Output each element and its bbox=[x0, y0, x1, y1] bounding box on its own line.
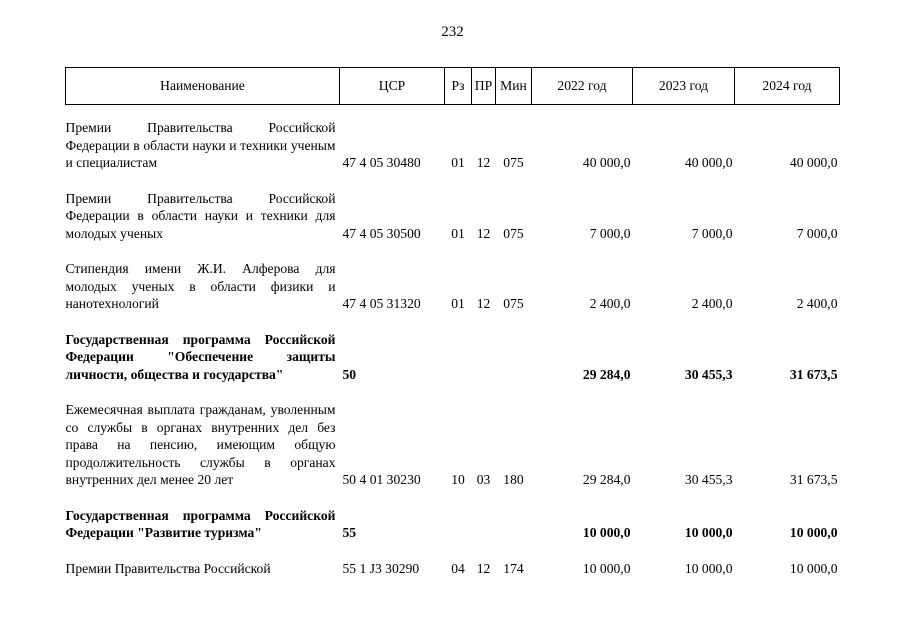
program-value-2024: 31 673,5 bbox=[789, 366, 838, 382]
row-value-2024: 2 400,0 bbox=[796, 296, 838, 311]
row-csr: 47 4 05 30500 bbox=[342, 225, 421, 241]
program-rz bbox=[445, 331, 472, 384]
program-csr: 50 bbox=[342, 366, 357, 382]
table-header-row bbox=[66, 68, 840, 105]
row-csr: 47 4 05 31320 bbox=[342, 296, 421, 311]
header-year-2024: 2024 год bbox=[735, 68, 840, 105]
table-row bbox=[66, 401, 840, 489]
program-row bbox=[66, 507, 840, 542]
row-name: Стипендия имени Ж.И. Алферова для молодых ученых в области физики и нанотехнологий bbox=[65, 261, 336, 311]
program-value-2022: 29 284,0 bbox=[582, 366, 631, 382]
row-name: Премии Правительства Российской Федерации в области науки и техники ученым и специалистам bbox=[65, 120, 336, 170]
header-csr: ЦСР bbox=[340, 68, 445, 105]
row-rz: 01 bbox=[451, 225, 465, 241]
row-csr: 47 4 05 30480 bbox=[342, 155, 421, 170]
row-pr: 03 bbox=[476, 472, 491, 487]
row-value-2022: 10 000,0 bbox=[582, 560, 631, 576]
row-rz: 04 bbox=[451, 560, 465, 576]
row-pr: 12 bbox=[476, 225, 491, 241]
program-row bbox=[66, 331, 840, 384]
row-value-2023: 2 400,0 bbox=[691, 296, 733, 311]
table-row bbox=[66, 260, 840, 313]
row-rz: 01 bbox=[451, 155, 465, 170]
program-value-2023: 30 455,3 bbox=[684, 366, 733, 382]
row-value-2022: 29 284,0 bbox=[582, 472, 631, 487]
row-value-2023: 7 000,0 bbox=[691, 225, 733, 241]
table-row bbox=[66, 560, 840, 578]
program-pr bbox=[472, 507, 496, 542]
header-pr: ПР bbox=[472, 68, 496, 105]
row-value-2023: 40 000,0 bbox=[684, 155, 733, 170]
program-value-2023: 10 000,0 bbox=[684, 525, 733, 540]
header-min: Мин bbox=[496, 68, 532, 105]
row-value-2022: 7 000,0 bbox=[589, 225, 631, 241]
budget-table bbox=[65, 67, 840, 577]
row-csr: 55 1 J3 30290 bbox=[342, 560, 420, 576]
program-csr: 55 bbox=[342, 525, 357, 540]
row-rz: 01 bbox=[451, 296, 465, 311]
program-name: Государственная программа Российской Федерации "Обеспечение защиты личности, общества и государства" bbox=[65, 331, 336, 382]
row-min: 075 bbox=[503, 155, 524, 170]
table-row bbox=[66, 190, 840, 243]
row-pr: 12 bbox=[476, 155, 491, 170]
row-min: 180 bbox=[503, 472, 524, 487]
program-min bbox=[496, 331, 532, 384]
row-value-2024: 7 000,0 bbox=[796, 225, 838, 241]
row-csr: 50 4 01 30230 bbox=[342, 472, 421, 487]
table-row bbox=[66, 119, 840, 172]
row-name: Премии Правительства Российской bbox=[65, 560, 271, 576]
program-name: Государственная программа Российской Федерации "Развитие туризма" bbox=[65, 507, 336, 540]
program-min bbox=[496, 507, 532, 542]
row-value-2024: 31 673,5 bbox=[789, 472, 838, 487]
page-number: 232 bbox=[441, 24, 464, 40]
row-min: 075 bbox=[503, 296, 524, 311]
row-name: Премии Правительства Российской Федерации в области науки и техники для молодых ученых bbox=[65, 190, 336, 241]
row-value-2023: 10 000,0 bbox=[684, 560, 733, 576]
row-value-2024: 10 000,0 bbox=[789, 560, 838, 576]
row-name: Ежемесячная выплата гражданам, уволенным со службы в органах внутренних дел без права на пенсию, имеющим общую продолжительность службы в органах внутренних дел менее 20 лет bbox=[65, 402, 336, 487]
program-value-2024: 10 000,0 bbox=[789, 525, 838, 540]
row-pr: 12 bbox=[476, 296, 491, 311]
row-rz: 10 bbox=[451, 472, 465, 487]
header-year-2023: 2023 год bbox=[633, 68, 735, 105]
program-value-2022: 10 000,0 bbox=[582, 525, 631, 540]
row-min: 075 bbox=[503, 225, 524, 241]
row-pr: 12 bbox=[476, 560, 491, 576]
header-rz: Рз bbox=[445, 68, 472, 105]
program-pr bbox=[472, 331, 496, 384]
row-min: 174 bbox=[503, 560, 524, 576]
row-value-2024: 40 000,0 bbox=[789, 155, 838, 170]
program-rz bbox=[445, 507, 472, 542]
row-value-2023: 30 455,3 bbox=[684, 472, 733, 487]
row-value-2022: 40 000,0 bbox=[582, 155, 631, 170]
row-value-2022: 2 400,0 bbox=[589, 296, 631, 311]
header-name: Наименование bbox=[66, 68, 340, 105]
header-year-2022: 2022 год bbox=[532, 68, 633, 105]
